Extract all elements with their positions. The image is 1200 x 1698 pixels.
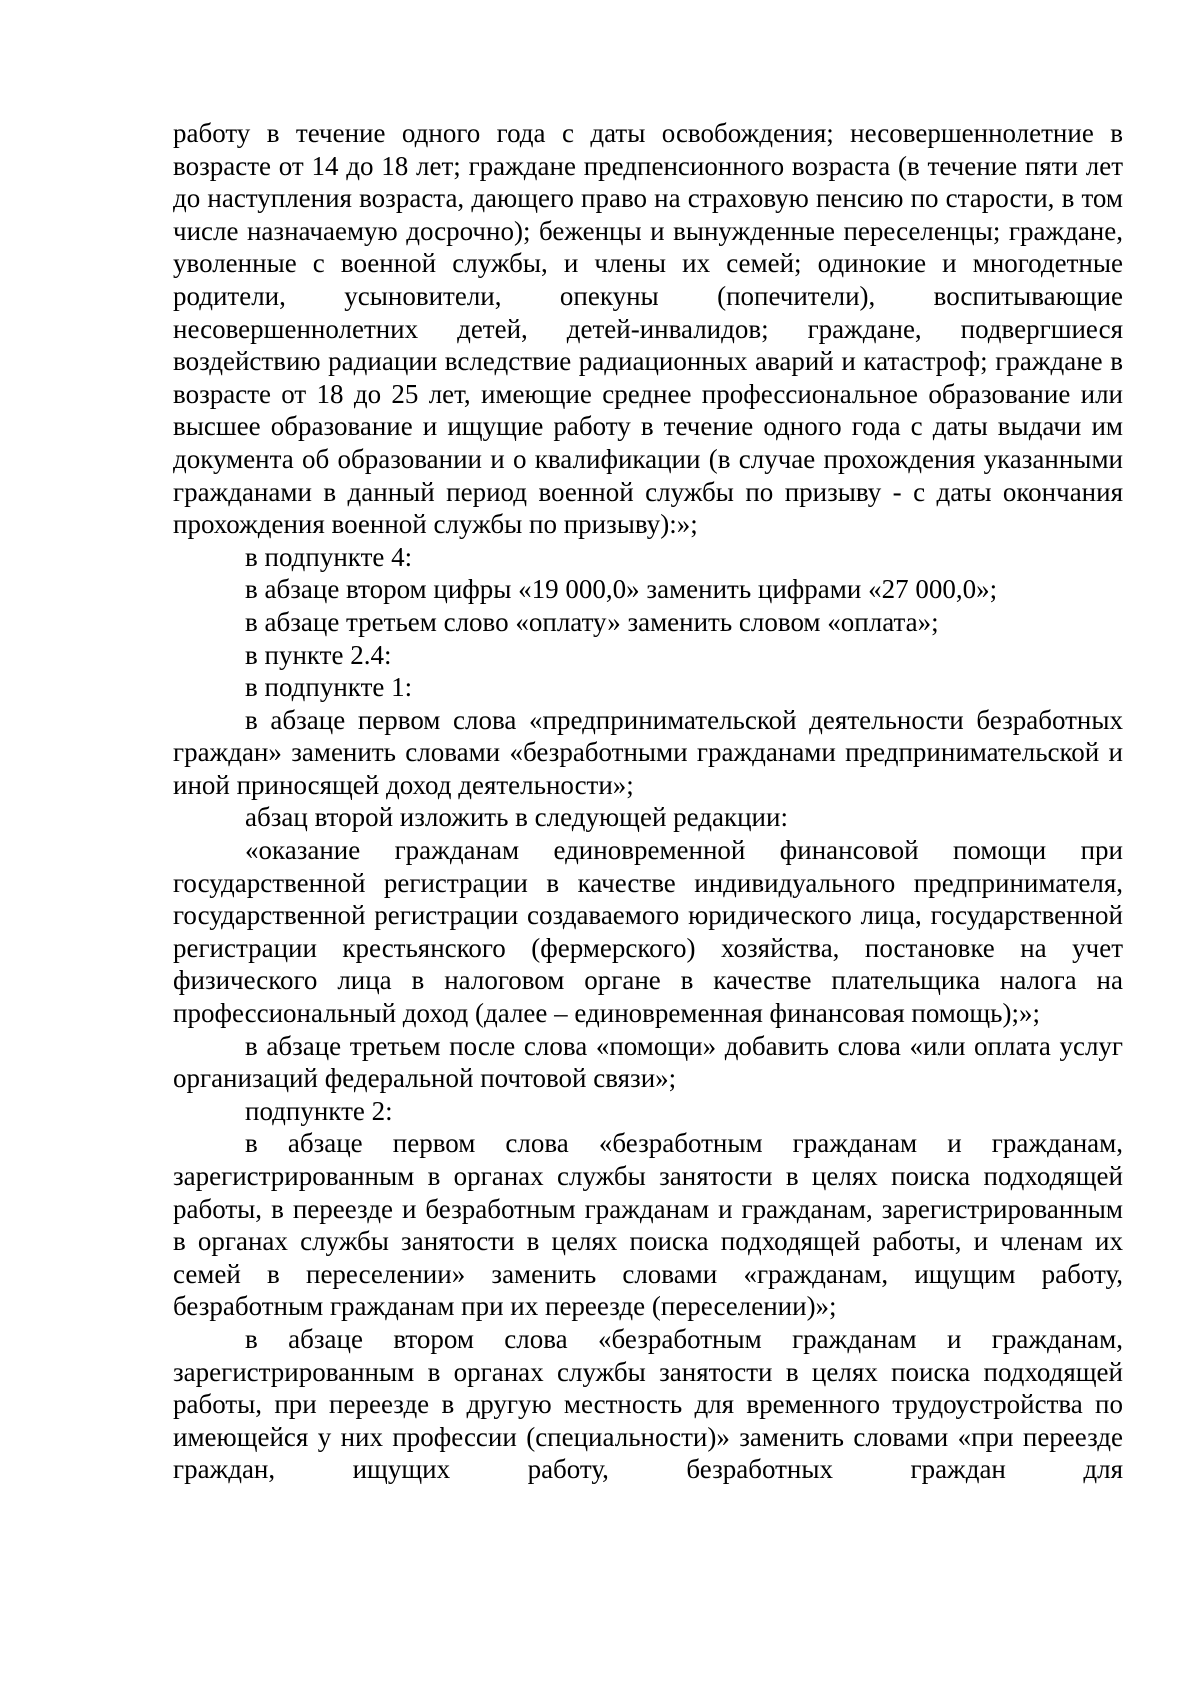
document-body xyxy=(173,117,1123,1486)
paragraph-second-abzac-figures: в абзаце втором цифры «19 000,0» заменить цифрами «27 000,0»; xyxy=(245,574,998,605)
paragraph-subclause-4: в подпункте 4: xyxy=(245,541,413,572)
paragraph-first-abzac-relocation: в абзаце первом слова «безработным гражданам и гражданам, зарегистрированным в органах службы занятости в целях поиска подходящей работы, в переезде и безработным гражданам и гражданам, зарегистрированным в органах службы занятости в целях поиска подходящей работы, и членам их семей в переселении» заменить словами «гражданам, ищущим работу, безработным гражданам при их переезде (переселении)»; xyxy=(173,1128,1123,1322)
paragraph-first-abzac-words: в абзаце первом слова «предпринимательской деятельности безработных граждан» заменить словами «безработными гражданами предпринимательской и иной приносящей доход деятельности»; xyxy=(173,704,1123,800)
paragraph-third-abzac-postal: в абзаце третьем после слова «помощи» добавить слова «или оплата услуг организаций федеральной почтовой связи»; xyxy=(173,1030,1123,1094)
paragraph-subclause-2: подпункте 2: xyxy=(245,1095,393,1126)
paragraph-second-abzac-relocation: в абзаце втором слова «безработным гражданам и гражданам, зарегистрированным в органах службы занятости в целях поиска подходящей работы, при переезде в другую местность для временного трудоустройства по имеющейся у них профессии (специальности)» заменить словами «при переезде граждан, ищущих работу, безработных граждан для xyxy=(173,1323,1123,1485)
paragraph-third-abzac-word: в абзаце третьем слово «оплату» заменить словом «оплата»; xyxy=(245,606,939,637)
paragraph-second-abzac-edit: абзац второй изложить в следующей редакции: xyxy=(245,802,788,833)
paragraph-continuation: работу в течение одного года с даты освобождения; несовершеннолетние в возрасте от 14 до 18 лет; граждане предпенсионного возраста (в течение пяти лет до наступления возраста, дающего право на страховую пенсию по старости, в том числе назначаемую досрочно); беженцы и вынужденные переселенцы; граждане, уволенные с военной службы, и члены их семей; одинокие и многодетные родители, усыновители, опекуны (попечители), воспитывающие несовершеннолетних детей, детей-инвалидов; граждане, подвергшиеся воздействию радиации вследствие радиационных аварий и катастроф; граждане в возрасте от 18 до 25 лет, имеющие среднее профессиональное образование или высшее образование и ищущие работу в течение одного года с даты выдачи им документа об образовании и о квалификации (в случае прохождения указанными гражданами в данный период военной службы по призыву - с даты окончания прохождения военной службы по призыву):»; xyxy=(173,118,1123,540)
paragraph-subclause-1: в подпункте 1: xyxy=(245,672,413,703)
paragraph-financial-aid-quote: «оказание гражданам единовременной финансовой помощи при государственной регистрации в качестве индивидуального предпринимателя, государственной регистрации создаваемого юридического лица, государственной регистрации крестьянского (фермерского) хозяйства, постановке на учет физического лица в налоговом органе в качестве плательщика налога на профессиональный доход (далее – единовременная финансовая помощь);»; xyxy=(173,835,1123,1029)
paragraph-clause-2-4: в пункте 2.4: xyxy=(245,639,392,670)
